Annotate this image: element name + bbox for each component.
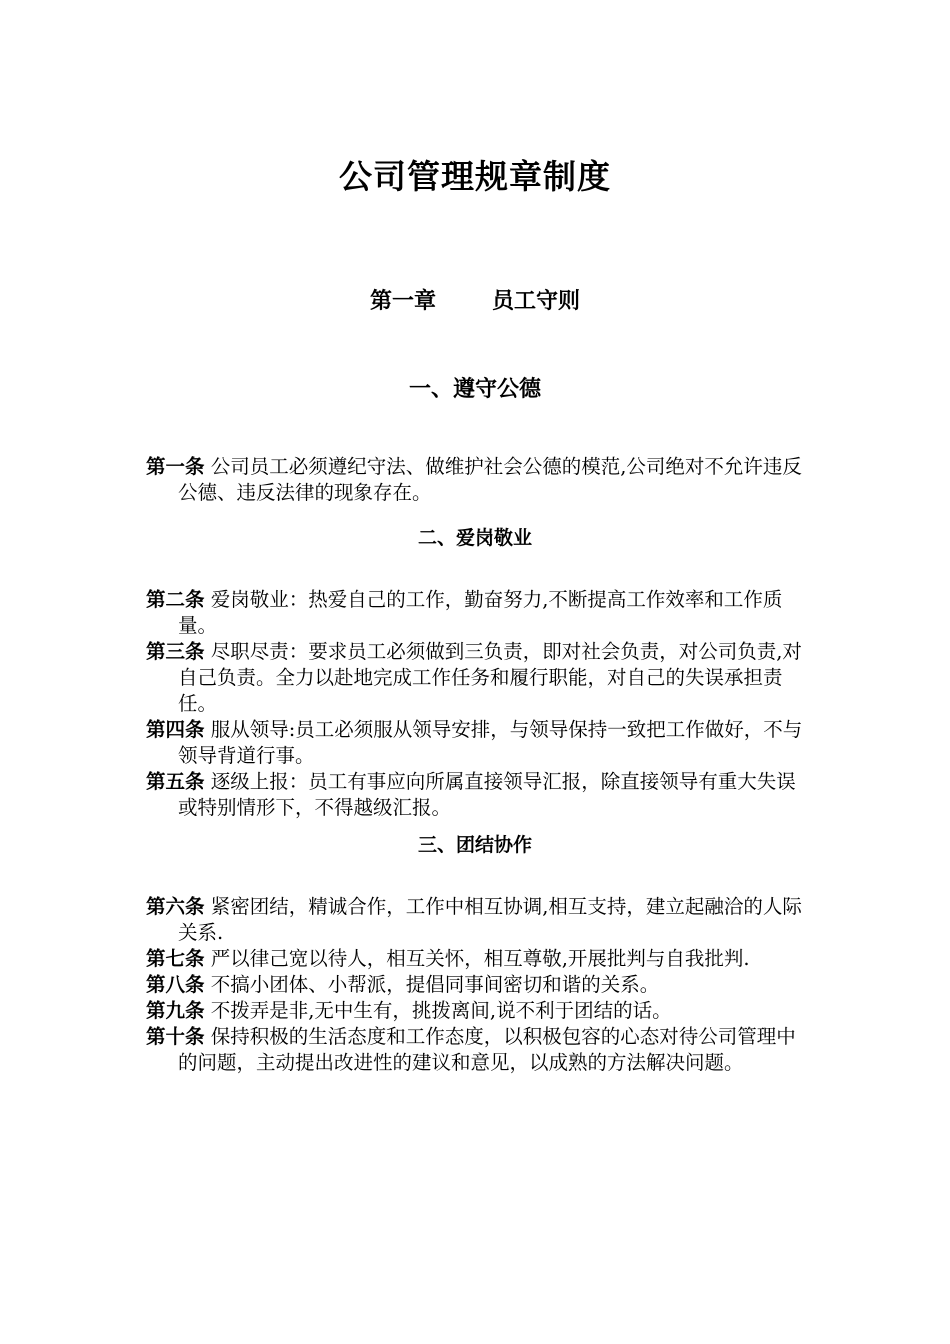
article-9 [146,998,808,1024]
article-number: 第四条 [146,718,205,741]
article-text: 逐级上报：员工有事应向所属直接领导汇报，除直接领导有重大失误或特别情形下，不得越级汇报。 [178,770,796,819]
section-heading-3: 三、团结协作 [417,834,532,856]
chapter-number: 第一章 [369,289,436,314]
article-number: 第七条 [146,947,205,970]
article-text: 严以律己宽以待人，相互关怀，相互尊敬,开展批判与自我批判. [210,947,750,970]
article-8 [146,972,808,998]
article-text: 尽职尽责：要求员工必须做到三负责，即对社会负责，对公司负责,对自己负责。全力以赴地完成工作任务和履行职能，对自己的失误承担责任。 [178,640,802,715]
article-2 [146,587,808,639]
article-number: 第三条 [146,640,205,663]
article-number: 第一条 [146,455,205,478]
article-text: 不拨弄是非,无中生有，挑拨离间,说不利于团结的话。 [210,999,672,1022]
article-text: 爱岗敬业：热爱自己的工作，勤奋努力,不断提高工作效率和工作质量。 [178,588,783,637]
article-text: 服从领导:员工必须服从领导安排，与领导保持一致把工作做好，不与领导背道行事。 [178,718,803,767]
article-text: 公司员工必须遵纪守法、做维护社会公德的模范,公司绝对不允许违反公德、违反法律的现象存在。 [178,455,802,504]
article-number: 第九条 [146,999,205,1022]
document-title: 公司管理规章制度 [339,157,611,196]
chapter-name: 员工守则 [492,289,581,314]
article-1 [146,454,808,506]
article-text: 保持积极的生活态度和工作态度，以积极包容的心态对待公司管理中的问题，主动提出改进性的建议和意见，以成熟的方法解决问题。 [178,1025,796,1074]
section-heading-1: 一、遵守公德 [408,377,541,402]
article-5 [146,769,808,821]
article-text: 紧密团结，精诚合作，工作中相互协调,相互支持，建立起融洽的人际关系. [178,895,802,944]
article-6 [146,894,808,946]
article-number: 第六条 [146,895,205,918]
article-number: 第二条 [146,588,205,611]
article-number: 第八条 [146,973,205,996]
section-1-articles [146,454,808,506]
chapter-heading [0,284,950,320]
article-number: 第五条 [146,770,205,793]
article-text: 不搞小团体、小帮派，提倡同事间密切和谐的关系。 [210,973,660,996]
section-2-articles [146,587,808,821]
article-3 [146,639,808,717]
section-heading-2: 二、爱岗敬业 [417,527,532,549]
article-10 [146,1024,808,1076]
article-number: 第十条 [146,1025,205,1048]
article-7 [146,946,808,972]
section-3-articles [146,894,808,1076]
article-4 [146,717,808,769]
